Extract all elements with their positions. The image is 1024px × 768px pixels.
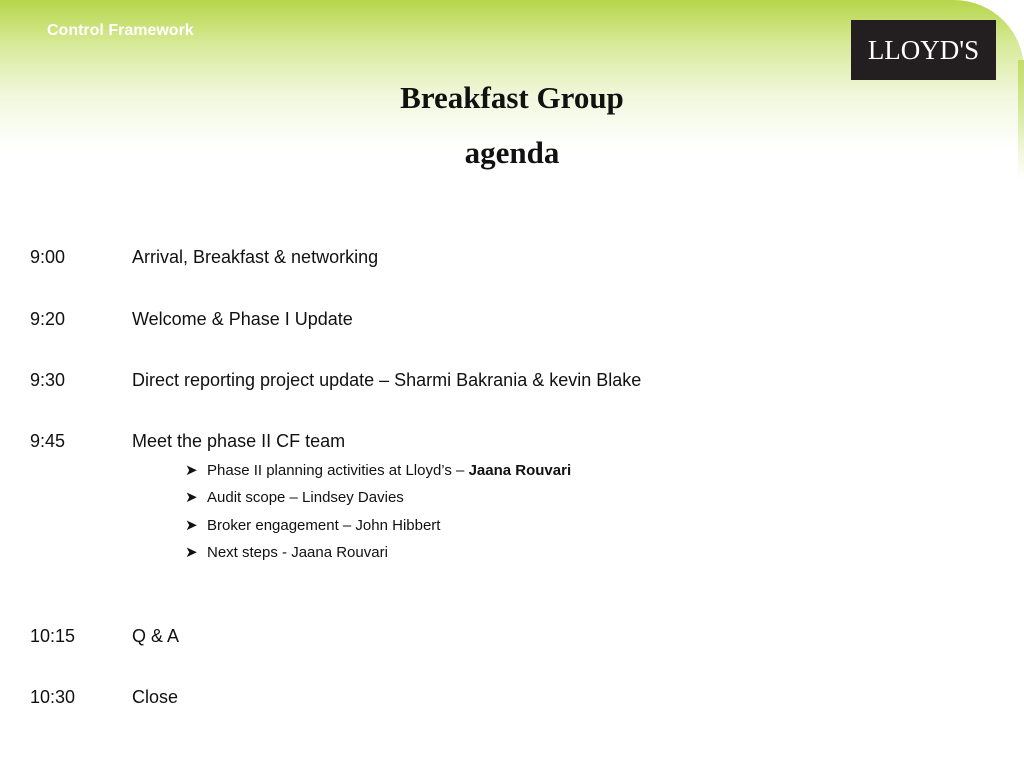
agenda-time: 9:00	[30, 247, 66, 267]
agenda-time: 10:15	[30, 626, 76, 646]
arrowhead-bullet-icon: ➤	[185, 489, 198, 506]
agenda-time: 10:30	[30, 687, 76, 707]
sub-agenda-item	[185, 516, 440, 534]
page-subtitle: agenda	[464, 135, 560, 170]
page-title: Breakfast Group	[400, 80, 624, 115]
agenda-time: 9:45	[30, 431, 66, 451]
section-label: Control Framework	[47, 22, 194, 39]
arrowhead-bullet-icon: ➤	[185, 517, 198, 534]
agenda-item: Close	[132, 687, 179, 707]
lloyds-logo	[851, 20, 996, 80]
arrowhead-bullet-icon: ➤	[185, 462, 198, 479]
sub-item-presenter: Jaana Rouvari	[468, 462, 572, 479]
sub-item-text: Audit scope – Lindsey Davies	[207, 489, 404, 506]
sub-agenda-item	[185, 488, 404, 506]
agenda-time: 9:30	[30, 370, 66, 390]
sub-item-text: Phase II planning activities at Lloyd’s –	[207, 462, 469, 479]
sub-agenda-item	[185, 543, 388, 561]
agenda-time: 9:20	[30, 309, 66, 329]
sub-item-text: Next steps - Jaana Rouvari	[207, 544, 388, 561]
agenda-item: Q & A	[132, 626, 180, 646]
agenda-item: Arrival, Breakfast & networking	[132, 247, 379, 267]
agenda-item: Direct reporting project update – Sharmi Bakrania & kevin Blake	[132, 370, 642, 390]
sub-agenda-item	[185, 461, 571, 479]
logo-text: LLOYD'S	[867, 34, 980, 65]
agenda-item: Meet the phase II CF team	[132, 431, 346, 451]
sub-item-text: Broker engagement – John Hibbert	[207, 517, 441, 534]
agenda-item: Welcome & Phase I Update	[132, 309, 353, 329]
arrowhead-bullet-icon: ➤	[185, 544, 198, 561]
